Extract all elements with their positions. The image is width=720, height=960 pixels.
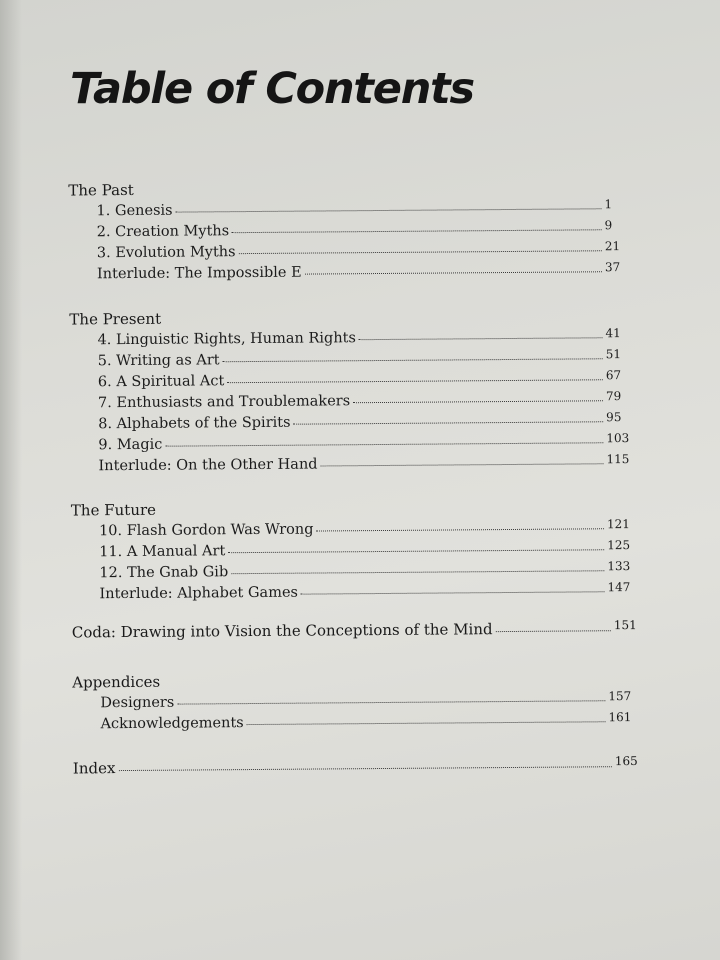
- toc-section-past: [68, 176, 629, 285]
- page-number: 21: [604, 239, 621, 254]
- toc-entry-coda: [72, 617, 640, 643]
- dot-leader: [223, 357, 603, 362]
- page-number: 151: [613, 618, 637, 633]
- dot-leader: [239, 249, 602, 254]
- entry-label: 6. A Spiritual Act: [97, 373, 225, 391]
- dot-leader: [165, 441, 603, 446]
- page-number: 125: [607, 538, 631, 553]
- page-number: 161: [608, 710, 632, 725]
- dot-leader: [227, 378, 603, 383]
- entry-label: 7. Enthusiasts and Troublemakers: [97, 393, 351, 412]
- entry-label: Index: [72, 759, 116, 778]
- dot-leader: [317, 527, 605, 531]
- entry-label: Interlude: On the Other Hand: [98, 456, 318, 475]
- entry-label: 1. Genesis: [96, 202, 173, 220]
- dot-leader: [118, 765, 611, 771]
- entry-label: 10. Flash Gordon Was Wrong: [98, 521, 314, 540]
- dot-leader: [353, 399, 603, 403]
- entry-label: 3. Evolution Myths: [96, 244, 236, 262]
- page-title: Table of Contents: [70, 64, 474, 114]
- entry-label: Designers: [100, 694, 175, 712]
- page-number: 115: [606, 452, 630, 467]
- entry-label: 2. Creation Myths: [96, 223, 230, 241]
- toc-section-present: [69, 305, 630, 477]
- toc-entry: [72, 710, 632, 735]
- dot-leader: [305, 270, 602, 274]
- dot-leader: [359, 336, 603, 340]
- section-title: Appendices: [72, 672, 161, 692]
- page-number: 9: [604, 218, 613, 233]
- page-number: 121: [606, 517, 630, 532]
- dot-leader: [293, 420, 603, 424]
- section-title: The Past: [68, 180, 134, 200]
- section-title: The Present: [69, 309, 162, 329]
- toc-entry: [70, 452, 630, 477]
- dot-leader: [176, 207, 602, 212]
- dot-leader: [228, 548, 604, 553]
- page-number: 51: [605, 347, 621, 362]
- page-number: 133: [607, 559, 631, 574]
- toc-entry: [69, 260, 629, 285]
- section-title: The Future: [70, 500, 157, 520]
- entry-label: 12. The Gnab Gib: [99, 564, 229, 582]
- toc-section-future: [71, 496, 632, 605]
- toc-entry-index: [73, 753, 641, 779]
- page-number: 147: [607, 580, 631, 595]
- page-number: 165: [614, 754, 638, 769]
- entry-label: 9. Magic: [98, 436, 163, 454]
- page-number: 1: [604, 197, 613, 212]
- entry-label: 5. Writing as Art: [97, 352, 220, 370]
- dot-leader: [496, 629, 611, 632]
- entry-label: 11. A Manual Art: [99, 543, 226, 561]
- dot-leader: [301, 590, 605, 594]
- entry-label: Acknowledgements: [100, 715, 244, 733]
- toc-section-appendices: [72, 668, 632, 735]
- entry-label: Interlude: Alphabet Games: [99, 584, 299, 603]
- entry-label: Interlude: The Impossible E: [96, 264, 302, 283]
- page-number: 95: [606, 410, 622, 425]
- dot-leader: [247, 720, 606, 725]
- page-number: 67: [605, 368, 622, 383]
- entry-label: 8. Alphabets of the Spirits: [98, 414, 291, 433]
- toc-entry: [71, 580, 631, 605]
- page-number: 103: [606, 431, 630, 446]
- page-number: 37: [604, 260, 621, 275]
- dot-leader: [231, 569, 604, 574]
- page-number: 41: [605, 326, 621, 341]
- dot-leader: [177, 699, 605, 704]
- dot-leader: [232, 228, 602, 233]
- entry-label: 4. Linguistic Rights, Human Rights: [97, 330, 356, 349]
- page-number: 157: [608, 689, 632, 704]
- page-number: 79: [605, 389, 622, 404]
- entry-label: Coda: Drawing into Vision the Conceptions of the Mind: [71, 620, 493, 642]
- dot-leader: [321, 462, 604, 466]
